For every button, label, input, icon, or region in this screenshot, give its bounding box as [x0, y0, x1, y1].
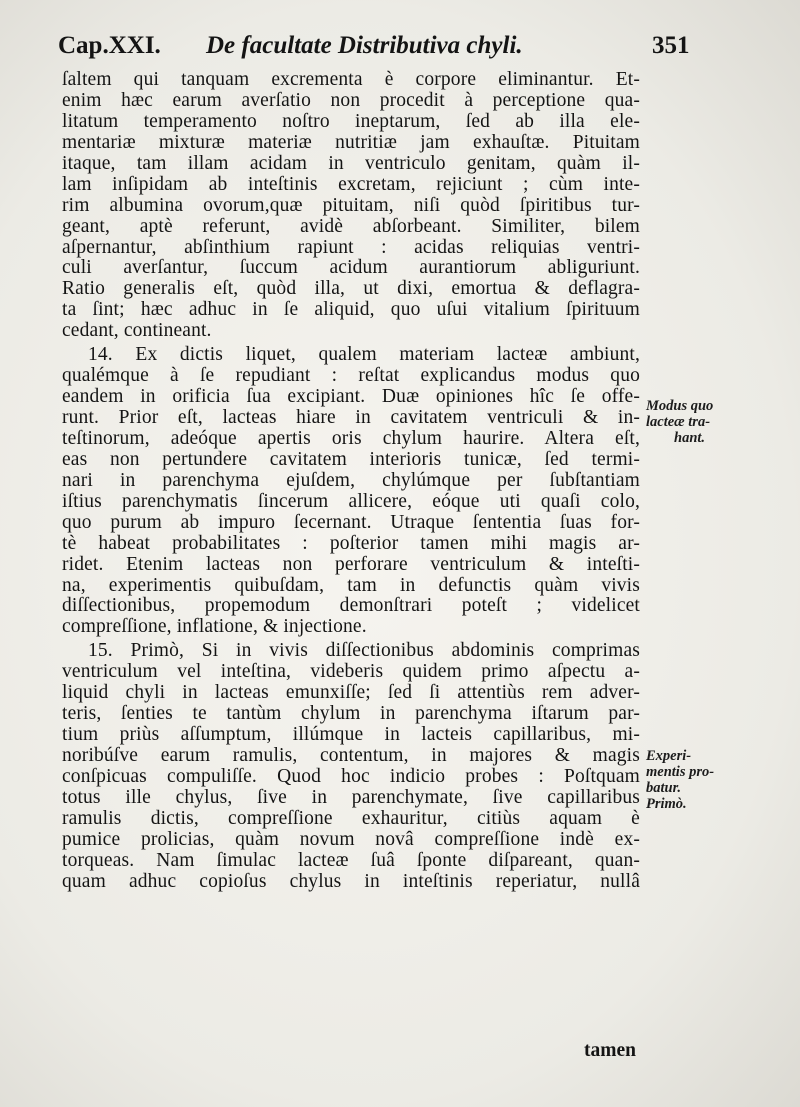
margin-note-experimentis [646, 748, 756, 812]
text-line: ta ſint; hæc adhuc in ſe aliquid, quo uſui vitalium ſpirituum [62, 299, 640, 321]
paragraph-15-line: 15. Primò, Si in vivis diſſectionibus abdominis comprimas [88, 640, 640, 662]
text-line: iſtius parenchymatis ſincerum allicere, eóque uti quaſi colo, [62, 490, 640, 512]
text-line: ramulis dictis, compreſſione exhauritur, citiùs aquam è [62, 807, 640, 829]
text-body [62, 70, 640, 893]
text-line: noribúſve earum ramulis, contentum, in majores & magis [62, 745, 640, 766]
chapter-label: Cap.XXI. [58, 32, 161, 59]
text-line: mentariæ mixturæ materiæ nutritiæ jam exhauſtæ. Pituitam [62, 131, 640, 153]
paragraph-14-line: 14. Ex dictis liquet, qualem materiam lacteæ ambiunt, [88, 344, 640, 366]
text-line: rim albumina ovorum,quæ pituitam, niſi quòd ſpiritibus tur- [62, 194, 640, 216]
text-line: quo purum ab impuro ſecernant. Utraque ſententia ſuas for- [62, 511, 640, 533]
text-line: nari in parenchyma ejuſdem, chylúmque per ſubſtantiam [62, 469, 640, 491]
text-line: diſſectionibus, propemodum demonſtrari poteſt ; videlicet [62, 595, 640, 617]
text-line: torqueas. Nam ſimulac lacteæ ſuâ ſponte diſpareant, quan- [62, 849, 640, 871]
text-line: cedant, contineant. [62, 320, 212, 342]
text-line: litatum temperamento noſtro ineptarum, ſed ab illa ele- [62, 110, 640, 132]
text-line: na, experimentis quibuſdam, tam in defunctis quàm vivis [62, 574, 640, 596]
margin-note-line: batur. [646, 780, 682, 796]
text-line: Ratio generalis eſt, quòd illa, ut dixi, emortua & deflagra- [62, 278, 640, 300]
text-line: geant, aptè referunt, avidè abſorbeant. Similiter, bilem [62, 215, 640, 237]
text-line: conſpicuas compuliſſe. Quod hoc indicio probes : Poſtquam [62, 765, 640, 787]
text-line: culi averſantur, ſuccum acidum aurantiorum abliguriunt. [62, 257, 640, 279]
text-line: ventriculum vel inteſtina, videberis quidem primo aſpectu a- [62, 661, 640, 683]
text-line: tium priùs aſſumptum, illúmque in lacteis capillaribus, mi- [62, 724, 640, 746]
text-line: enim hæc earum averſatio non procedit à perceptione qua- [62, 89, 640, 111]
text-line: lam inſipidam ab inteſtinis excretam, rejiciunt ; cùm inte- [62, 173, 640, 195]
text-line: compreſſione, inflatione, & injectione. [62, 616, 367, 638]
text-line: ſaltem qui tanquam excrementa è corpore eliminantur. Et- [62, 69, 640, 90]
margin-note-line: Experi- [646, 748, 692, 764]
margin-note-line: Primò. [646, 796, 687, 812]
text-line: aſpernantur, abſinthium rapiunt : acidas reliquias ventri- [62, 236, 640, 258]
text-line: tè habeat probabilitates : poſterior tamen mihi magis ar- [62, 532, 640, 554]
text-line: eandem in orificia ſua excipiant. Duæ opiniones hîc ſe offe- [62, 386, 640, 408]
text-line: quam adhuc copioſus chylus in inteſtinis reperiatur, nullâ [62, 870, 640, 892]
margin-note-line: mentis pro- [646, 764, 715, 780]
text-line: totus ille chylus, ſive in parenchymate, ſive capillaribus [62, 786, 640, 808]
text-line: ridet. Etenim lacteas non perforare ventriculum & inteſti- [62, 553, 640, 575]
text-line: itaque, tam illam acidam in ventriculo genitam, quàm il- [62, 152, 640, 174]
text-line: teſtinorum, adeóque apertis oris chylum haurire. Altera eſt, [62, 427, 640, 449]
catchword: tamen [584, 1040, 636, 1061]
text-line: liquid chyli in lacteas emunxiſſe; ſed ſi attentiùs rem adver- [62, 682, 640, 704]
running-title: De facultate Distributiva chyli. [206, 32, 523, 59]
running-header [58, 32, 758, 68]
text-line: qualémque à ſe repudiant : reſtat explicandus modus quo [62, 365, 640, 387]
margin-note-modus [646, 398, 756, 446]
page-number: 351 [652, 32, 690, 59]
text-line: eas non pertundere cavitatem interioris tunicæ, ſed termi- [62, 448, 640, 470]
text-line: teris, ſenties te tantùm chylum in parenchyma iſtarum par- [62, 703, 640, 725]
margin-note-line: lacteæ tra- [646, 414, 711, 430]
margin-note-line: hant. [674, 430, 706, 446]
text-line: runt. Prior eſt, lacteas hiare in cavitatem ventriculi & in- [62, 407, 640, 428]
margin-note-line: Modus quo [646, 398, 714, 414]
text-line: pumice prolicias, quàm novum novâ compreſſione indè ex- [62, 828, 640, 850]
